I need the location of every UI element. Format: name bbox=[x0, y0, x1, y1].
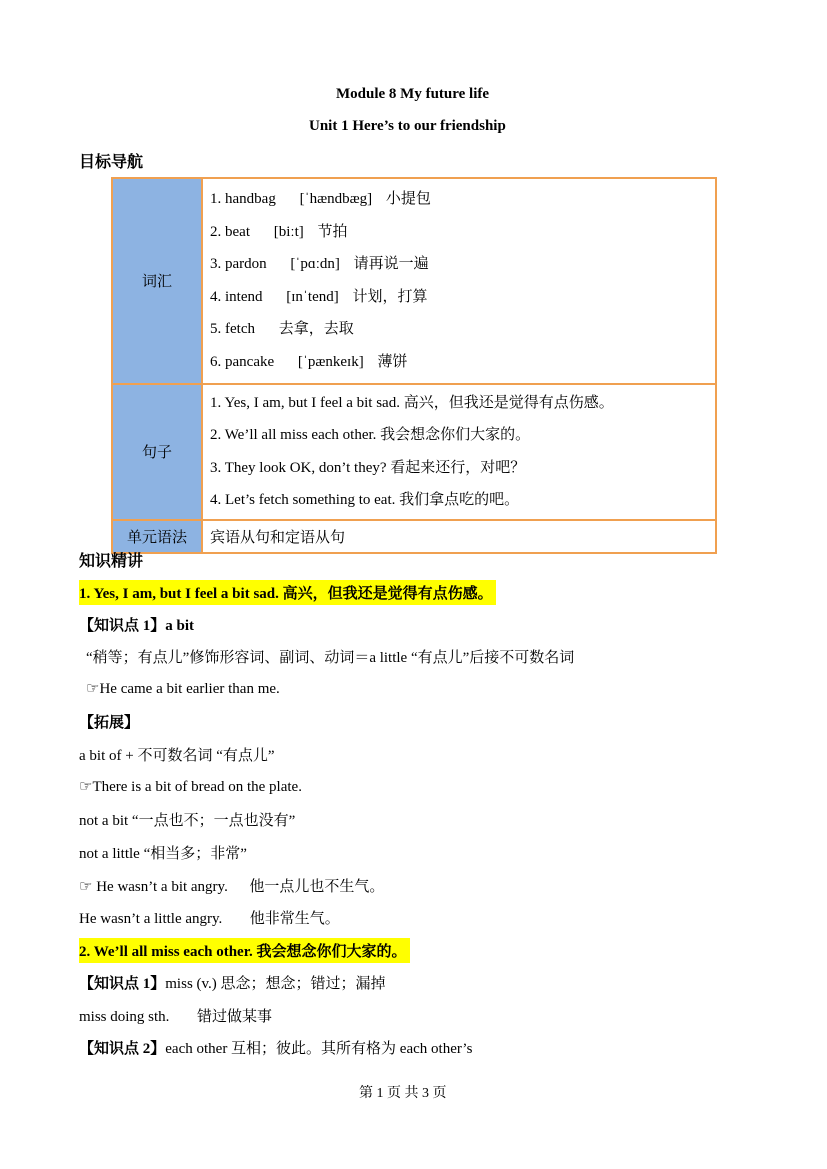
vocab-table bbox=[111, 177, 717, 554]
vocab-word: 2. beat bbox=[210, 223, 250, 240]
expand-3: not a little “相当多；非常” bbox=[79, 846, 247, 862]
vocab-ipa: [ˈpɑːdn] bbox=[290, 256, 340, 273]
expand-1-example: ☞There is a bit of bread on the plate. bbox=[79, 779, 302, 795]
vocab-cn: 小提包 bbox=[385, 191, 431, 207]
kp1-label: 【知识点 1】 bbox=[79, 618, 166, 634]
vocab-item bbox=[210, 248, 715, 281]
vocab-cn: 请再说一遍 bbox=[353, 256, 429, 273]
kp2a-label: 【知识点 1】 bbox=[79, 976, 166, 992]
sentence-cn: 我们拿点吃的吧。 bbox=[399, 492, 520, 509]
vocab-cn: 薄饼 bbox=[377, 353, 408, 370]
vocab-ipa: [ɪnˈtend] bbox=[286, 288, 339, 305]
kp2b-line bbox=[79, 1037, 472, 1058]
vocab-item bbox=[210, 183, 715, 216]
page-footer: 第 1 页 共 3 页 bbox=[359, 1086, 447, 1101]
sentence-en: 2. We’ll all miss each other. bbox=[210, 427, 377, 444]
expand-example-2 bbox=[79, 907, 340, 928]
sentence-item bbox=[210, 419, 715, 452]
expand-ex2-cn: 他非常生气。 bbox=[249, 911, 340, 927]
sentence-item bbox=[210, 452, 715, 485]
sentence-cn: 我会想念你们大家的。 bbox=[380, 427, 531, 444]
expand-ex1-en: ☞ He wasn’t a bit angry. bbox=[79, 879, 228, 895]
expand-1: a bit of + 不可数名词 “有点儿” bbox=[79, 748, 275, 764]
sentence-cn: 高兴，但我还是觉得有点伤感。 bbox=[403, 394, 614, 411]
kp1-line bbox=[79, 614, 194, 635]
expand-ex1-cn: 他一点儿也不生气。 bbox=[249, 879, 385, 895]
vocab-item bbox=[210, 216, 715, 249]
expand-ex2-en: He wasn’t a little angry. bbox=[79, 911, 223, 927]
kp1-term: a bit bbox=[165, 618, 195, 634]
kp1-desc: “稍等；有点儿”修饰形容词、副词、动词＝a little “有点儿”后接不可数名词 bbox=[86, 650, 575, 666]
sentence-row bbox=[112, 384, 716, 520]
vocab-item bbox=[210, 346, 715, 379]
vocab-cn: 去拿，去取 bbox=[278, 321, 354, 338]
vocab-list bbox=[202, 178, 716, 384]
sentence-en: 3. They look OK, don’t they? bbox=[210, 459, 387, 476]
module-title: Module 8 My future life bbox=[336, 86, 490, 102]
vocab-label: 词汇 bbox=[112, 178, 202, 384]
vocab-cn: 计划，打算 bbox=[352, 288, 428, 305]
kp2a-ex-en: miss doing sth. bbox=[79, 1009, 170, 1025]
vocab-ipa: [biːt] bbox=[273, 223, 304, 240]
kp2a-example bbox=[79, 1005, 272, 1026]
kp2a-line bbox=[79, 972, 386, 993]
point-2-heading: 2. We’ll all miss each other. 我会想念你们大家的。 bbox=[79, 938, 410, 963]
vocab-word: 6. pancake bbox=[210, 353, 275, 370]
vocab-ipa: [ˈhændbæg] bbox=[299, 191, 373, 207]
vocab-ipa: [ˈpænkeɪk] bbox=[297, 353, 364, 370]
vocab-row bbox=[112, 178, 716, 384]
vocab-word: 5. fetch bbox=[210, 321, 255, 338]
section-nav-heading: 目标导航 bbox=[79, 154, 144, 171]
sentence-item bbox=[210, 484, 715, 517]
section-knowledge-heading: 知识精讲 bbox=[79, 553, 144, 570]
kp1-example: ☞He came a bit earlier than me. bbox=[86, 681, 280, 697]
sentence-en: 4. Let’s fetch something to eat. bbox=[210, 492, 396, 509]
grammar-label: 单元语法 bbox=[112, 520, 202, 553]
point-1-heading: 1. Yes, I am, but I feel a bit sad. 高兴，但我还是觉得有点伤感。 bbox=[79, 580, 496, 605]
kp2b-text: each other 互相；彼此。其所有格为 each other’s bbox=[165, 1041, 473, 1057]
unit-title: Unit 1 Here’s to our friendship bbox=[309, 118, 506, 134]
grammar-row bbox=[112, 520, 716, 553]
vocab-word: 4. intend bbox=[210, 288, 263, 305]
sentence-cn: 看起来还行，对吧？ bbox=[390, 459, 526, 476]
vocab-word: 1. handbag bbox=[210, 191, 276, 207]
vocab-item bbox=[210, 313, 715, 346]
sentence-list bbox=[202, 384, 716, 520]
sentence-label: 句子 bbox=[112, 384, 202, 520]
vocab-item bbox=[210, 281, 715, 314]
kp2a-text: miss (v.) 思念；想念；错过；漏掉 bbox=[165, 976, 386, 992]
expand-2: not a bit “一点也不；一点也没有” bbox=[79, 813, 296, 829]
kp2b-label: 【知识点 2】 bbox=[79, 1041, 166, 1057]
sentence-item bbox=[210, 387, 715, 420]
vocab-cn: 节拍 bbox=[317, 223, 348, 240]
grammar-text: 宾语从句和定语从句 bbox=[202, 520, 716, 553]
vocab-word: 3. pardon bbox=[210, 256, 267, 273]
sentence-en: 1. Yes, I am, but I feel a bit sad. bbox=[210, 394, 400, 411]
expand-example-1 bbox=[79, 875, 384, 896]
expand-label: 【拓展】 bbox=[79, 715, 140, 731]
kp2a-ex-cn: 错过做某事 bbox=[196, 1009, 272, 1025]
